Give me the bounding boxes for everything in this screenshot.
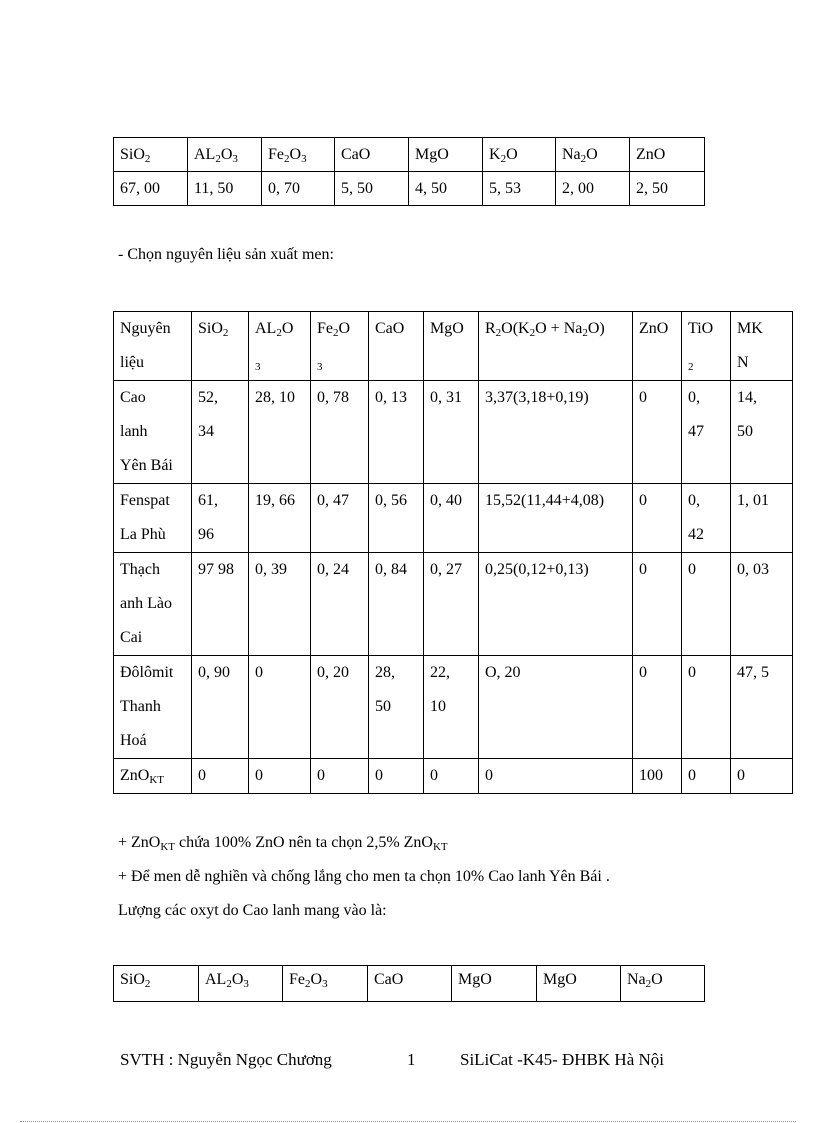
formula-base: ZnO <box>120 767 150 784</box>
formula-subscript: 2 <box>580 153 587 165</box>
cell-line: 0, 03 <box>737 561 769 578</box>
cell-line: 0 <box>688 561 696 578</box>
formula-part: O <box>231 971 244 988</box>
table-cell <box>192 553 249 656</box>
formula-base: Na <box>627 971 646 988</box>
table-cell <box>731 381 793 484</box>
cell-line: 0 <box>255 664 263 681</box>
formula-subscript: 2 <box>284 153 290 165</box>
cell-line: 3,37(3,18+0,19) <box>485 389 589 406</box>
cell-line: 0 <box>639 492 647 509</box>
header-cell <box>199 966 283 1002</box>
cell-line: 0,25(0,12+0,13) <box>485 561 589 578</box>
material-name-cell <box>114 656 192 759</box>
header-cell <box>188 138 262 172</box>
formula-subscript: 2 <box>215 153 221 165</box>
material-name-cell <box>114 484 192 553</box>
table-cell: 0 <box>249 759 311 794</box>
formula-base: K <box>489 146 501 163</box>
table-cell <box>424 484 479 553</box>
table-cell <box>311 484 369 553</box>
cell-line: 0, 90 <box>198 664 230 681</box>
material-name-cell <box>114 381 192 484</box>
table-row <box>114 172 705 206</box>
table-cell <box>192 381 249 484</box>
formula-subscript: 3 <box>322 978 328 990</box>
cell-line: 0 <box>639 389 647 406</box>
cell-line: 0, <box>688 389 700 406</box>
cell-line: 97 98 <box>198 561 234 578</box>
header-cell <box>483 138 556 172</box>
material-name-line: Thạch <box>120 561 160 578</box>
cell-line: 0 <box>639 561 647 578</box>
table-cell <box>633 484 682 553</box>
formula-part: O <box>220 146 233 163</box>
cell-line: 34 <box>198 423 214 440</box>
table-cell <box>249 484 311 553</box>
table-cell: 5, 50 <box>335 172 409 206</box>
table-cell: 11, 50 <box>188 172 262 206</box>
header-cell <box>283 966 368 1002</box>
table-cell <box>311 656 369 759</box>
table-cell <box>479 656 633 759</box>
cell-line: 96 <box>198 526 214 543</box>
cell-line: 0, 40 <box>430 492 462 509</box>
table-header-row <box>114 138 705 172</box>
table-row <box>114 553 793 656</box>
cell-line: 0, 13 <box>375 389 407 406</box>
table-cell: 4, 50 <box>409 172 483 206</box>
formula-subscript: 2 <box>144 153 151 165</box>
table-cell <box>479 484 633 553</box>
cell-line: 1, 01 <box>737 492 769 509</box>
table-cell: 5, 53 <box>483 172 556 206</box>
material-name-line: Fenspat <box>120 492 170 509</box>
header-cell <box>114 138 188 172</box>
cell-line: 0, 78 <box>317 389 349 406</box>
material-name-cell <box>114 553 192 656</box>
table-cell: 0 <box>369 759 424 794</box>
table-cell <box>633 656 682 759</box>
table-row <box>114 759 793 794</box>
formula-subscript: 3 <box>301 153 307 165</box>
page-divider <box>20 1121 796 1122</box>
formula-part: O <box>289 146 302 163</box>
material-name-line: Hoá <box>120 732 147 749</box>
formula-subscript: 2 <box>645 978 652 990</box>
table-cell <box>192 484 249 553</box>
formula-base: SiO <box>120 146 145 163</box>
header-material: Nguyên liệu <box>114 312 192 381</box>
cell-line: 0, 56 <box>375 492 407 509</box>
table-cell <box>311 381 369 484</box>
material-name-line: lanh <box>120 423 148 440</box>
cell-line: 0, 24 <box>317 561 349 578</box>
header-r2o: $R_2O(K_2O + Na_2O)$ <box>479 312 633 381</box>
cell-line: 0 <box>639 664 647 681</box>
cell-line: O, 20 <box>485 664 521 681</box>
table-cell: 0, 70 <box>262 172 335 206</box>
formula-base: SiO <box>120 971 145 988</box>
table-cell <box>479 553 633 656</box>
table-cell <box>682 656 731 759</box>
material-name-line: Thanh <box>120 698 161 715</box>
table-row <box>114 381 793 484</box>
header-fe2o3: $Fe_2O$ $_3$ <box>311 312 369 381</box>
formula-part: O <box>651 971 663 988</box>
table-cell: 67, 00 <box>114 172 188 206</box>
formula-base: Fe <box>268 146 284 163</box>
table-cell <box>633 553 682 656</box>
header-mgo: MgO <box>424 312 479 381</box>
formula-subscript: 2 <box>305 978 311 990</box>
cell-line: 0, 31 <box>430 389 462 406</box>
cell-line: 0, 47 <box>317 492 349 509</box>
material-name-line: Đôlômit <box>120 664 174 681</box>
material-name-line: Yên Bái <box>120 457 173 474</box>
cell-line: 0, 27 <box>430 561 462 578</box>
kaolin-oxides-table <box>113 965 705 1002</box>
formula-base: CaO <box>374 971 404 988</box>
cell-line: 47 <box>688 423 704 440</box>
table-cell <box>682 484 731 553</box>
formula-base: AL <box>194 146 216 163</box>
cell-line: 28, <box>375 664 395 681</box>
table-cell <box>249 381 311 484</box>
note-oxides: Lượng các oxyt do Cao lanh mang vào là: <box>118 902 387 919</box>
cell-line: 0, <box>688 492 700 509</box>
table-cell <box>731 553 793 656</box>
cell-line: 0, 39 <box>255 561 287 578</box>
material-name-line: anh Lào <box>120 595 172 612</box>
table-cell: 0 <box>192 759 249 794</box>
formula-subscript: 2 <box>500 153 507 165</box>
material-name-cell <box>114 759 192 794</box>
formula-part: O <box>586 146 598 163</box>
formula-base: Fe <box>289 971 305 988</box>
cell-line: 0, 84 <box>375 561 407 578</box>
cell-line: 28, 10 <box>255 389 295 406</box>
table-row <box>114 656 793 759</box>
formula-base: Na <box>562 146 581 163</box>
material-name-line: Cai <box>120 629 143 646</box>
cell-line: 50 <box>375 698 391 715</box>
table-cell <box>424 381 479 484</box>
header-cell <box>262 138 335 172</box>
table-cell <box>682 553 731 656</box>
table-cell <box>479 381 633 484</box>
oxide-composition-table <box>113 137 705 206</box>
header-cell <box>556 138 630 172</box>
header-cell <box>630 138 705 172</box>
header-cell <box>114 966 199 1002</box>
select-materials-line: - Chọn nguyên liệu sản xuất men: <box>118 246 334 263</box>
header-al2o3: $AL_2O$ $_3$ <box>249 312 311 381</box>
table-cell <box>369 553 424 656</box>
table-cell <box>424 553 479 656</box>
table-cell: 0 <box>479 759 633 794</box>
cell-line: 50 <box>737 423 753 440</box>
table-cell <box>369 656 424 759</box>
table-cell <box>682 381 731 484</box>
table-cell <box>424 656 479 759</box>
table-cell <box>731 656 793 759</box>
table-cell <box>249 553 311 656</box>
table-header-row <box>114 966 705 1002</box>
formula-base: CaO <box>341 146 371 163</box>
header-mkn: MK N <box>731 312 793 381</box>
formula-part: O <box>506 146 518 163</box>
cell-line: 0 <box>688 664 696 681</box>
cell-line: 0, 20 <box>317 664 349 681</box>
cell-line: 10 <box>430 698 446 715</box>
header-sio2: SiO$_2$ <box>192 312 249 381</box>
header-zno: ZnO <box>633 312 682 381</box>
formula-base: ZnO <box>636 146 666 163</box>
formula-base: MgO <box>458 971 492 988</box>
formula-subscript: 2 <box>226 978 232 990</box>
cell-line: 61, <box>198 492 218 509</box>
table-cell: 100 <box>633 759 682 794</box>
table-cell <box>249 656 311 759</box>
header-cell <box>409 138 483 172</box>
table-header-row <box>114 312 793 381</box>
formula-base: AL <box>205 971 227 988</box>
note-zno: + ZnO$_{KT}$ chứa 100% ZnO nên ta chọn 2,5% ZnO$_{KT}$ <box>118 834 448 853</box>
table-cell: 2, 00 <box>556 172 630 206</box>
material-name-line: Cao <box>120 389 146 406</box>
table-cell <box>633 381 682 484</box>
formula-base: MgO <box>415 146 449 163</box>
table-cell: 0 <box>682 759 731 794</box>
material-name-line: La Phù <box>120 526 166 543</box>
cell-line: 19, 66 <box>255 492 295 509</box>
page-number: 1 <box>407 1050 416 1069</box>
header-cell <box>537 966 621 1002</box>
table-cell: 0 <box>424 759 479 794</box>
formula-part: O <box>310 971 323 988</box>
formula-subscript: 3 <box>243 978 249 990</box>
formula-base: MgO <box>543 971 577 988</box>
header-tio2: TiO $_2$ <box>682 312 731 381</box>
cell-line: 47, 5 <box>737 664 769 681</box>
cell-line: 52, <box>198 389 218 406</box>
table-cell: 2, 50 <box>630 172 705 206</box>
table-cell: 0 <box>311 759 369 794</box>
header-cell <box>368 966 452 1002</box>
cell-line: 42 <box>688 526 704 543</box>
header-cell <box>452 966 537 1002</box>
footer-institution: SiLiCat -K45- ĐHBK Hà Nội <box>460 1050 664 1069</box>
note-kaolin: + Để men dễ nghiền và chống lắng cho men ta chọn 10% Cao lanh Yên Bái . <box>118 868 610 885</box>
header-cell <box>621 966 705 1002</box>
formula-subscript: 3 <box>232 153 238 165</box>
table-cell <box>369 381 424 484</box>
formula-subscript: KT <box>149 774 164 786</box>
table-cell <box>311 553 369 656</box>
cell-line: 15,52(11,44+4,08) <box>485 492 605 509</box>
table-cell: 0 <box>731 759 793 794</box>
cell-line: 14, <box>737 389 757 406</box>
formula-subscript: 2 <box>144 978 151 990</box>
table-cell <box>192 656 249 759</box>
header-cao: CaO <box>369 312 424 381</box>
raw-materials-table <box>113 311 793 794</box>
table-cell <box>369 484 424 553</box>
header-cell <box>335 138 409 172</box>
table-row <box>114 484 793 553</box>
table-cell <box>731 484 793 553</box>
footer-author: SVTH : Nguyễn Ngọc Chương <box>120 1050 332 1069</box>
cell-line: 22, <box>430 664 450 681</box>
